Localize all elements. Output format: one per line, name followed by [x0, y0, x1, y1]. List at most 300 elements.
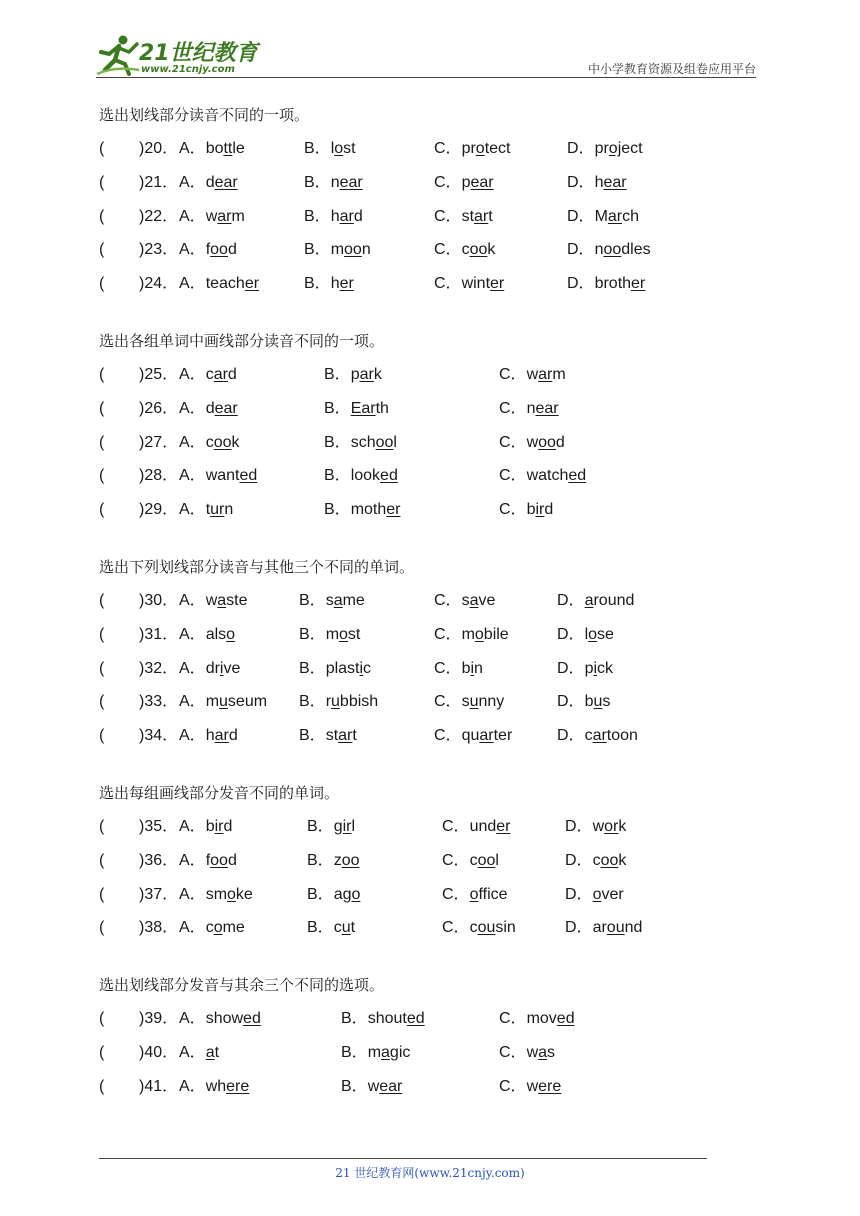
- underlined-part: oo: [210, 851, 228, 869]
- question-number: )37．: [139, 885, 179, 903]
- option-letter: B．: [324, 501, 351, 519]
- word-prefix: c: [205, 433, 214, 451]
- answer-blank-open[interactable]: (: [99, 173, 105, 191]
- word-suffix: s: [547, 1043, 556, 1061]
- option: [299, 654, 371, 684]
- option-letter: C．: [434, 591, 462, 609]
- word-prefix: r: [325, 693, 332, 711]
- word-prefix: shout: [367, 1010, 407, 1028]
- underlined-part: er: [631, 275, 646, 293]
- underlined-part: ar: [217, 207, 232, 225]
- underlined-part: oo: [341, 851, 360, 869]
- option-letter: D．: [567, 140, 595, 157]
- question-row: [99, 428, 759, 462]
- answer-blank-open[interactable]: (: [99, 693, 105, 711]
- option-letter: D．: [557, 659, 585, 677]
- option-letter: B．: [299, 625, 326, 643]
- option: [565, 812, 626, 842]
- option: [434, 620, 509, 650]
- word-prefix: pr: [594, 140, 609, 157]
- section-instruction: 选出各组单词中画线部分读音不同的一项。: [99, 331, 385, 350]
- answer-blank-open[interactable]: (: [99, 591, 105, 609]
- word-prefix: m: [330, 241, 345, 259]
- underlined-part: ed: [406, 1010, 425, 1028]
- word-suffix: k: [487, 241, 496, 259]
- word-prefix: c: [205, 365, 214, 383]
- question-row: [99, 394, 759, 428]
- question-row: [99, 654, 759, 688]
- word-suffix: k: [231, 433, 240, 451]
- underlined-part: o: [227, 885, 236, 903]
- word-prefix: c: [584, 727, 593, 745]
- word-prefix: w: [526, 365, 539, 383]
- word-prefix: c: [205, 919, 214, 937]
- answer-blank-open[interactable]: (: [99, 1043, 105, 1061]
- option-letter: B．: [324, 433, 351, 451]
- option-letter: D．: [557, 727, 585, 745]
- word-suffix: ch: [622, 207, 640, 225]
- underlined-part: ar: [338, 727, 353, 745]
- option: [179, 235, 237, 265]
- option-letter: B．: [304, 275, 331, 293]
- option: [565, 880, 624, 910]
- option: [434, 654, 483, 684]
- answer-blank-open[interactable]: (: [99, 727, 105, 745]
- word-prefix: w: [367, 1077, 380, 1095]
- word-prefix: n: [526, 399, 536, 417]
- option-letter: B．: [324, 467, 351, 485]
- option: [557, 586, 634, 616]
- question-row: [99, 269, 759, 303]
- word-prefix: n: [330, 173, 340, 191]
- option-letter: D．: [565, 817, 593, 835]
- word-prefix: ar: [592, 919, 607, 937]
- word-suffix: nd: [624, 919, 643, 937]
- word-suffix: k: [373, 365, 382, 383]
- underlined-part: u: [219, 693, 228, 711]
- question-row: [99, 1004, 759, 1038]
- underlined-part: o: [226, 625, 236, 643]
- question-row: [99, 1038, 759, 1072]
- question-row: [99, 721, 759, 755]
- word-suffix: toon: [606, 727, 638, 745]
- question-row: [99, 134, 759, 168]
- word-suffix: ter: [493, 727, 513, 745]
- word-suffix: n: [224, 501, 234, 519]
- exercise-section: [99, 100, 759, 303]
- exercise-section: [99, 778, 759, 947]
- underlined-part: ar: [479, 727, 494, 745]
- underlined-part: o: [469, 885, 479, 903]
- word-suffix: d: [227, 241, 237, 259]
- option-letter: D．: [565, 885, 593, 903]
- option: [434, 202, 493, 232]
- option: [434, 235, 495, 265]
- underlined-part: er: [244, 275, 260, 293]
- underlined-part: ear: [214, 173, 238, 191]
- word-suffix: ke: [235, 885, 253, 903]
- underlined-part: ou: [477, 919, 496, 937]
- option: [179, 880, 253, 910]
- word-prefix: l: [330, 140, 335, 157]
- answer-blank-open[interactable]: (: [99, 433, 105, 451]
- answer-blank-open[interactable]: (: [99, 919, 105, 937]
- answer-blank-open[interactable]: (: [99, 241, 105, 259]
- word-suffix: ve: [478, 591, 496, 609]
- underlined-part: ur: [210, 501, 225, 519]
- word-suffix: th: [375, 399, 389, 417]
- word-suffix: st: [347, 625, 361, 643]
- word-prefix: sch: [350, 433, 376, 451]
- word-prefix: w: [592, 817, 605, 835]
- underlined-part: Ear: [350, 399, 376, 417]
- option-letter: A．: [179, 885, 206, 903]
- underlined-part: ed: [239, 467, 258, 485]
- underlined-part: ear: [535, 399, 559, 417]
- word-prefix: w: [526, 1043, 539, 1061]
- underlined-part: a: [538, 1043, 548, 1061]
- word-prefix: und: [469, 817, 497, 835]
- answer-blank-open[interactable]: (: [99, 1077, 105, 1095]
- option: [324, 394, 389, 424]
- underlined-part: ar: [213, 365, 228, 383]
- word-prefix: dr: [205, 659, 220, 677]
- underlined-part: i: [470, 659, 475, 677]
- underlined-part: ir: [535, 501, 545, 519]
- underlined-part: ar: [538, 365, 553, 383]
- option: [304, 235, 371, 265]
- word-suffix: d: [228, 727, 238, 745]
- answer-blank-open[interactable]: (: [99, 851, 105, 869]
- word-prefix: h: [330, 275, 340, 293]
- section-instruction: 选出下列划线部分读音与其他三个不同的单词。: [99, 557, 415, 576]
- option-letter: B．: [307, 851, 334, 869]
- option: [324, 495, 401, 525]
- option: [179, 620, 235, 650]
- question-number: )32．: [139, 659, 179, 677]
- question-number: )27．: [139, 433, 179, 451]
- underlined-part: ear: [603, 173, 627, 191]
- option: [434, 721, 512, 751]
- option-letter: B．: [304, 207, 331, 225]
- footer-divider: [99, 1158, 707, 1159]
- option: [307, 913, 355, 943]
- word-suffix: k: [618, 851, 627, 869]
- word-suffix: bile: [483, 625, 509, 643]
- option-letter: C．: [434, 693, 462, 711]
- option-letter: D．: [557, 693, 585, 711]
- underlined-part: oo: [375, 433, 394, 451]
- option: [557, 620, 614, 650]
- option: [434, 134, 511, 164]
- option-letter: D．: [565, 851, 593, 869]
- underlined-part: ir: [214, 817, 224, 835]
- option: [442, 913, 516, 943]
- underlined-part: oo: [603, 241, 622, 259]
- answer-blank-open[interactable]: (: [99, 399, 105, 417]
- option: [442, 846, 499, 876]
- word-suffix: l: [393, 433, 397, 451]
- option: [341, 1072, 402, 1102]
- answer-blank-open[interactable]: (: [99, 467, 105, 485]
- word-prefix: m: [461, 625, 475, 643]
- underlined-part: o: [588, 625, 598, 643]
- word-suffix: tect: [484, 140, 511, 157]
- section-instruction: 选出划线部分发音与其余三个不同的选项。: [99, 976, 385, 995]
- section-instruction: 选出每组画线部分发音不同的单词。: [99, 783, 340, 802]
- word-suffix: d: [555, 433, 565, 451]
- word-prefix: p: [584, 659, 594, 677]
- option-letter: B．: [304, 241, 331, 259]
- underlined-part: ere: [226, 1077, 250, 1095]
- underlined-part: i: [219, 659, 224, 677]
- option: [179, 846, 237, 876]
- option: [324, 461, 398, 491]
- underlined-part: oo: [538, 433, 556, 451]
- word-prefix: z: [333, 851, 342, 869]
- underlined-part: oo: [600, 851, 619, 869]
- word-suffix: d: [223, 817, 233, 835]
- answer-blank-open[interactable]: (: [99, 275, 105, 293]
- question-number: )29．: [139, 501, 179, 519]
- word-prefix: bo: [205, 140, 224, 157]
- answer-blank-open[interactable]: (: [99, 501, 105, 519]
- option: [304, 269, 354, 299]
- question-number: )21．: [139, 173, 179, 191]
- option-letter: C．: [499, 365, 527, 383]
- answer-blank-open[interactable]: (: [99, 885, 105, 903]
- underlined-part: u: [331, 693, 340, 711]
- underlined-part: er: [386, 501, 401, 519]
- option: [179, 461, 257, 491]
- underlined-part: o: [213, 919, 223, 937]
- word-prefix: w: [205, 207, 218, 225]
- question-number: )28．: [139, 467, 179, 485]
- word-prefix: w: [526, 433, 539, 451]
- word-prefix: h: [205, 727, 215, 745]
- word-suffix: ffice: [478, 885, 508, 903]
- logo: [95, 34, 270, 78]
- word-prefix: b: [461, 659, 471, 677]
- underlined-part: ar: [359, 365, 374, 383]
- exercise-content: [99, 100, 759, 1129]
- word-prefix: show: [205, 1010, 244, 1028]
- question-row: [99, 235, 759, 269]
- option: [307, 846, 359, 876]
- option-letter: B．: [304, 173, 331, 191]
- option-letter: C．: [434, 659, 462, 677]
- option: [307, 812, 355, 842]
- answer-blank-open[interactable]: (: [99, 1010, 105, 1028]
- option: [434, 687, 504, 717]
- word-suffix: le: [232, 140, 245, 157]
- underlined-part: ere: [538, 1077, 562, 1095]
- option: [179, 202, 245, 232]
- underlined-part: ear: [214, 399, 238, 417]
- question-number: )20．: [139, 140, 179, 157]
- underlined-part: ed: [568, 467, 587, 485]
- word-prefix: l: [584, 625, 589, 643]
- underlined-part: er: [339, 275, 354, 293]
- answer-blank-open[interactable]: (: [99, 659, 105, 677]
- word-prefix: m: [205, 693, 220, 711]
- word-suffix: d: [353, 207, 363, 225]
- option-letter: A．: [179, 399, 206, 417]
- word-prefix: broth: [594, 275, 632, 293]
- option-letter: A．: [179, 817, 206, 835]
- option-letter: C．: [434, 173, 462, 191]
- answer-blank-open[interactable]: (: [99, 625, 105, 643]
- underlined-part: u: [469, 693, 479, 711]
- word-prefix: c: [592, 851, 601, 869]
- option: [179, 394, 238, 424]
- option-letter: C．: [442, 885, 470, 903]
- word-prefix: sm: [205, 885, 228, 903]
- option: [307, 880, 360, 910]
- option-letter: A．: [179, 919, 206, 937]
- option-letter: A．: [179, 433, 206, 451]
- word-prefix: st: [325, 727, 339, 745]
- option-letter: A．: [179, 365, 206, 383]
- underlined-part: oo: [477, 851, 496, 869]
- underlined-part: o: [592, 885, 602, 903]
- word-prefix: want: [205, 467, 240, 485]
- word-suffix: ck: [597, 659, 614, 677]
- footer-text: 21 世纪教育网(www.21cnjy.com): [335, 1166, 525, 1180]
- option-letter: D．: [565, 919, 593, 937]
- option: [179, 1038, 219, 1068]
- question-row: [99, 202, 759, 236]
- word-suffix: ste: [226, 591, 248, 609]
- word-suffix: s: [602, 693, 611, 711]
- word-prefix: h: [330, 207, 340, 225]
- word-prefix: wh: [205, 1077, 227, 1095]
- underlined-part: a: [205, 1043, 215, 1061]
- option-letter: C．: [499, 399, 527, 417]
- underlined-part: ear: [339, 173, 363, 191]
- word-suffix: round: [593, 591, 635, 609]
- word-suffix: k: [618, 817, 627, 835]
- option-letter: B．: [324, 365, 351, 383]
- answer-blank-open[interactable]: (: [99, 365, 105, 383]
- word-suffix: n: [361, 241, 371, 259]
- underlined-part: ear: [470, 173, 494, 191]
- option-letter: A．: [179, 241, 206, 259]
- option-letter: B．: [307, 817, 334, 835]
- option: [565, 846, 626, 876]
- page-header: [0, 0, 860, 80]
- option: [565, 913, 642, 943]
- option: [499, 428, 565, 458]
- runner-logo-icon: [95, 34, 141, 78]
- word-prefix: st: [461, 207, 475, 225]
- question-row: [99, 846, 759, 880]
- word-suffix: t: [352, 727, 357, 745]
- option: [567, 168, 627, 198]
- option: [179, 654, 240, 684]
- underlined-part: u: [593, 693, 603, 711]
- question-number: )36．: [139, 851, 179, 869]
- underlined-part: ir: [342, 817, 352, 835]
- question-number: )34．: [139, 727, 179, 745]
- underlined-part: er: [496, 817, 511, 835]
- option-letter: A．: [179, 140, 206, 157]
- option-letter: B．: [299, 727, 326, 745]
- option-letter: A．: [179, 275, 206, 293]
- answer-blank-open[interactable]: (: [99, 140, 105, 157]
- underlined-part: i: [593, 659, 598, 677]
- underlined-part: a: [333, 591, 343, 609]
- option-letter: C．: [434, 241, 462, 259]
- option-letter: C．: [499, 1010, 527, 1028]
- underlined-part: ar: [214, 727, 229, 745]
- underlined-part: er: [490, 275, 505, 293]
- question-row: [99, 461, 759, 495]
- question-row: [99, 495, 759, 529]
- option-letter: B．: [341, 1077, 368, 1095]
- word-suffix: ver: [601, 885, 624, 903]
- word-prefix: plast: [325, 659, 360, 677]
- option: [557, 687, 610, 717]
- option-letter: C．: [499, 1077, 527, 1095]
- word-suffix: ve: [223, 659, 241, 677]
- option: [557, 721, 638, 751]
- option-letter: C．: [499, 501, 527, 519]
- option: [567, 235, 651, 265]
- underlined-part: tt: [223, 140, 233, 157]
- word-prefix: w: [205, 591, 218, 609]
- question-number: )31．: [139, 625, 179, 643]
- option-letter: B．: [324, 399, 351, 417]
- word-prefix: pr: [461, 140, 476, 157]
- underlined-part: a: [469, 591, 479, 609]
- option: [299, 687, 378, 717]
- option: [179, 721, 238, 751]
- option-letter: B．: [299, 591, 326, 609]
- option-letter: A．: [179, 1043, 206, 1061]
- word-suffix: t: [488, 207, 493, 225]
- option: [179, 586, 248, 616]
- word-suffix: m: [552, 365, 566, 383]
- question-number: )40．: [139, 1043, 179, 1061]
- word-prefix: b: [526, 501, 536, 519]
- word-suffix: n: [474, 659, 483, 677]
- underlined-part: ar: [339, 207, 354, 225]
- word-prefix: m: [325, 625, 340, 643]
- option: [499, 1038, 555, 1068]
- answer-blank-open[interactable]: (: [99, 207, 105, 225]
- word-prefix: ag: [333, 885, 352, 903]
- option-letter: C．: [434, 625, 462, 643]
- word-prefix: mov: [526, 1010, 557, 1028]
- underlined-part: or: [604, 817, 619, 835]
- option: [434, 168, 494, 198]
- word-prefix: g: [333, 817, 343, 835]
- word-suffix: gic: [389, 1043, 411, 1061]
- question-number: )30．: [139, 591, 179, 609]
- word-prefix: s: [461, 591, 470, 609]
- underlined-part: o: [334, 140, 344, 157]
- option: [299, 620, 360, 650]
- question-row: [99, 687, 759, 721]
- option: [499, 1004, 575, 1034]
- answer-blank-open[interactable]: (: [99, 817, 105, 835]
- option: [179, 687, 267, 717]
- word-suffix: sin: [495, 919, 516, 937]
- word-prefix: s: [461, 693, 470, 711]
- question-number: )24．: [139, 275, 179, 293]
- option: [179, 812, 232, 842]
